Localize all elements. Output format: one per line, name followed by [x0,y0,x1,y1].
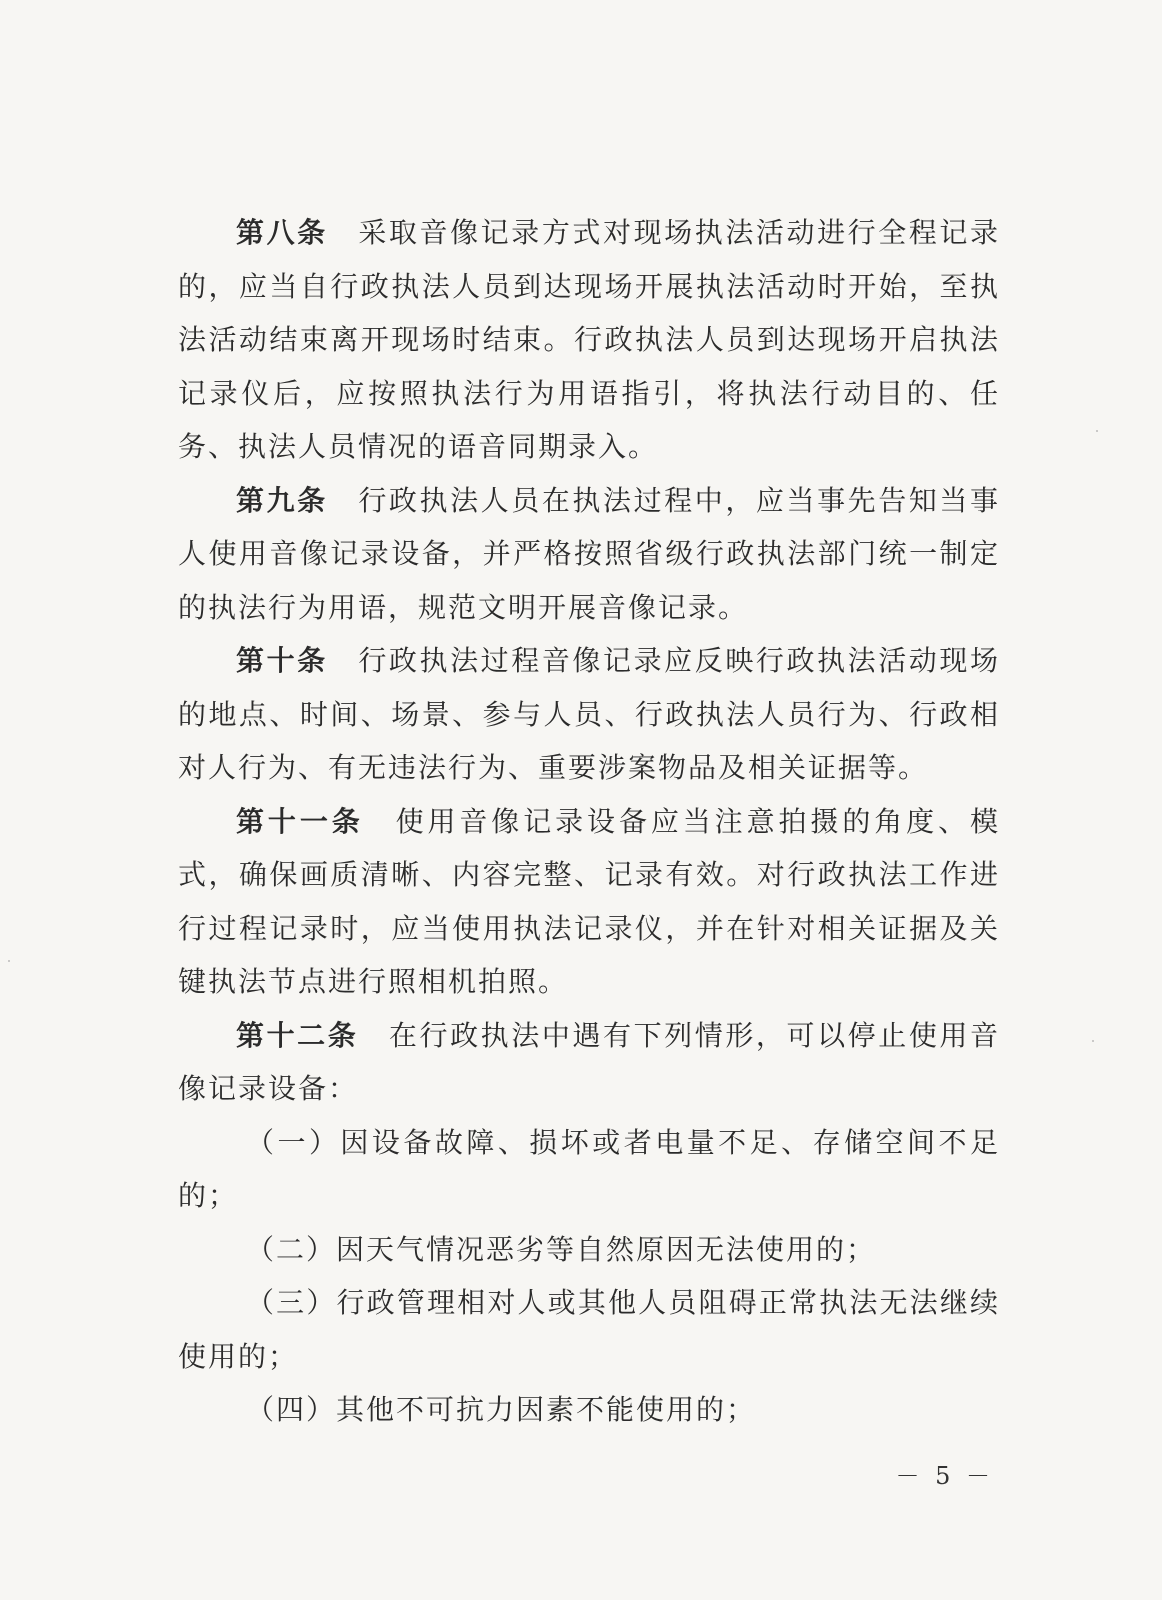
article-text: 使用音像记录设备应当注意拍摄的角度、模式，确保画质清晰、内容完整、记录有效。对行政执法工作进行过程记录时，应当使用执法记录仪，并在针对相关证据及关键执法节点进行照相机拍照。 [178,804,1000,998]
article-text: 采取音像记录方式对现场执法活动进行全程记录的，应当自行政执法人员到达现场开展执法活动时开始，至执法活动结束离开现场时结束。行政执法人员到达现场开启执法记录仪后，应按照执法行为用语指引，将执法行动目的、任务、执法人员情况的语音同期录入。 [178,216,1000,463]
article-title: 第九条 [236,483,328,517]
list-item: （四）其他不可抗力因素不能使用的； [246,1393,757,1426]
article-12 [178,1009,1000,1116]
article-text: 在行政执法中遇有下列情形，可以停止使用音像记录设备： [178,1018,1000,1105]
document-body [178,206,1000,1437]
scan-speck [1092,1040,1094,1042]
article-title: 第八条 [236,216,328,249]
article-title: 第十一条 [236,804,364,838]
article-text: 行政执法人员在执法过程中，应当事先告知当事人使用音像记录设备，并严格按照省级行政执法部门统一制定的执法行为用语，规范文明开展音像记录。 [178,483,1000,624]
article-8 [178,206,1000,474]
list-item: （一）因设备故障、损坏或者电量不足、存储空间不足的； [178,1125,1000,1212]
page-number: － 5 － [895,1462,994,1490]
article-11 [178,795,1000,1009]
article-text: 行政执法过程音像记录应反映行政执法活动现场的地点、时间、场景、参与人员、行政执法人员行为、行政相对人行为、有无违法行为、重要涉案物品及相关证据等。 [178,644,1000,784]
scan-speck [8,960,10,962]
article-title: 第十条 [236,644,328,677]
article-title: 第十二条 [236,1018,359,1052]
list-item: （二）因天气情况恶劣等自然原因无法使用的； [246,1232,877,1266]
article-9 [178,474,1000,635]
scan-speck [1096,430,1098,432]
article-10 [178,634,1000,795]
list-item: （三）行政管理相对人或其他人员阻碍正常执法无法继续使用的； [178,1286,1000,1373]
